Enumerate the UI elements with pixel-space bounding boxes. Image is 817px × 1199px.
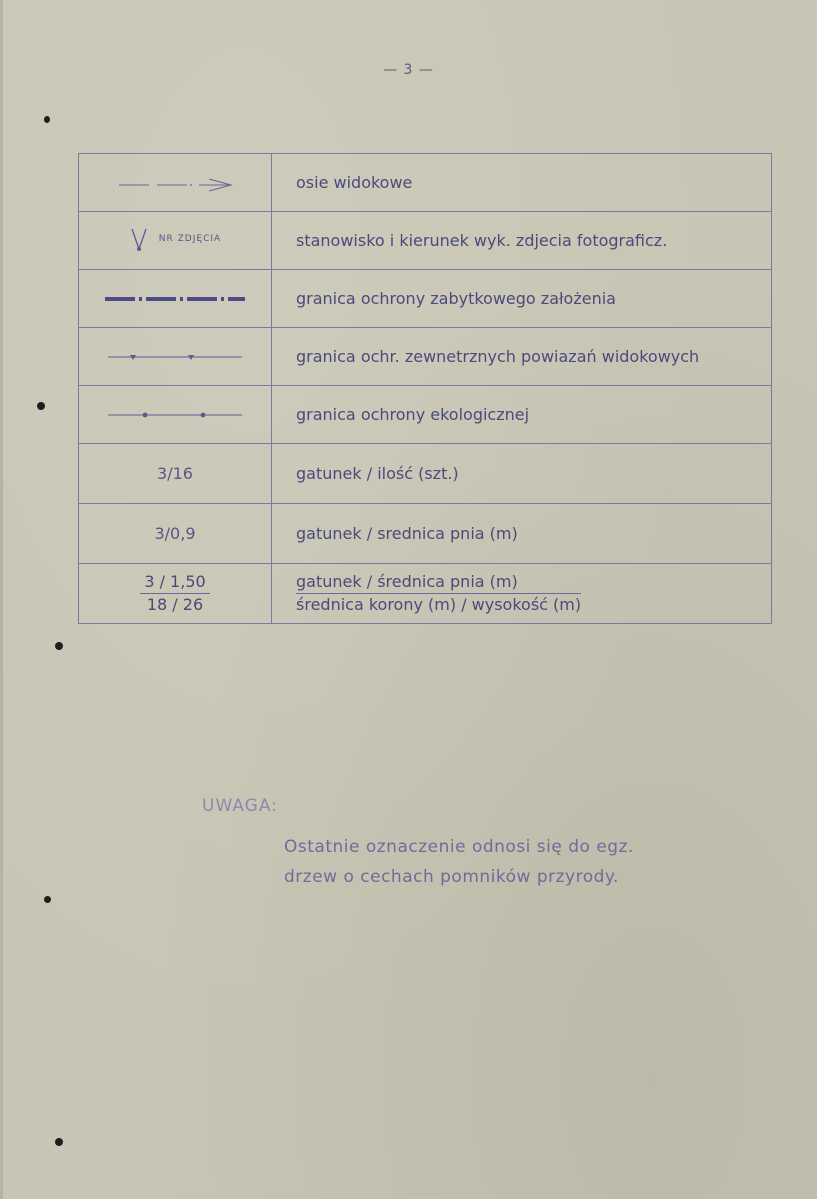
monument-boundary-icon (95, 292, 255, 306)
page-edge (0, 0, 3, 1199)
legend-row (79, 270, 772, 328)
page-number: — 3 — (383, 62, 434, 78)
fraction-bottom: 18 / 26 (146, 595, 204, 614)
symbol-cell (79, 328, 272, 386)
binder-hole-mark (37, 402, 45, 410)
legend-table (78, 153, 772, 624)
description-top: gatunek / średnica pnia (m) (296, 571, 581, 594)
legend-row (79, 504, 772, 564)
binder-hole-mark (55, 642, 63, 650)
legend-row (79, 444, 772, 504)
legend-row (79, 564, 772, 624)
legend-description: stanowisko i kierunek wyk. zdjecia fotograficz. (272, 212, 772, 270)
legend-row (79, 386, 772, 444)
note-line: drzew o cechach pomników przyrody. (284, 867, 619, 887)
symbol-cell (79, 154, 272, 212)
viewing-axis-arrow-icon (105, 173, 245, 193)
binder-hole-mark (44, 896, 51, 903)
fraction-top: 3 / 1,50 (140, 571, 209, 594)
note-line: Ostatnie oznaczenie odnosi się do egz. (284, 837, 634, 857)
monument-tree-fraction (140, 571, 209, 616)
photo-number-label: NR ZDJĘCIA (158, 233, 222, 244)
note-title: UWAGA: (202, 796, 278, 816)
symbol-cell (79, 270, 272, 328)
species-count-label: 3/16 (157, 464, 193, 483)
legend-row (79, 212, 772, 270)
legend-row (79, 154, 772, 212)
symbol-cell (79, 386, 272, 444)
species-diameter-label: 3/0,9 (154, 524, 196, 543)
external-view-boundary-icon (100, 349, 250, 365)
symbol-cell (79, 504, 272, 564)
photo-direction-icon (129, 225, 149, 253)
legend-description: granica ochrony zabytkowego założenia (272, 270, 772, 328)
legend-description: granica ochrony ekologicznej (272, 386, 772, 444)
symbol-cell (79, 564, 272, 624)
symbol-cell (79, 444, 272, 504)
legend-description (272, 564, 772, 624)
legend-row (79, 328, 772, 386)
legend-description: osie widokowe (272, 154, 772, 212)
ecological-boundary-icon (100, 407, 250, 423)
legend-description: granica ochr. zewnetrznych powiazań widokowych (272, 328, 772, 386)
monument-tree-description (296, 571, 581, 616)
legend-description: gatunek / srednica pnia (m) (272, 504, 772, 564)
legend-description: gatunek / ilość (szt.) (272, 444, 772, 504)
symbol-cell (79, 212, 272, 270)
binder-hole-mark (44, 116, 50, 123)
binder-hole-mark (55, 1138, 63, 1146)
description-bottom: średnica korony (m) / wysokość (m) (296, 595, 582, 614)
note-body (284, 832, 634, 892)
